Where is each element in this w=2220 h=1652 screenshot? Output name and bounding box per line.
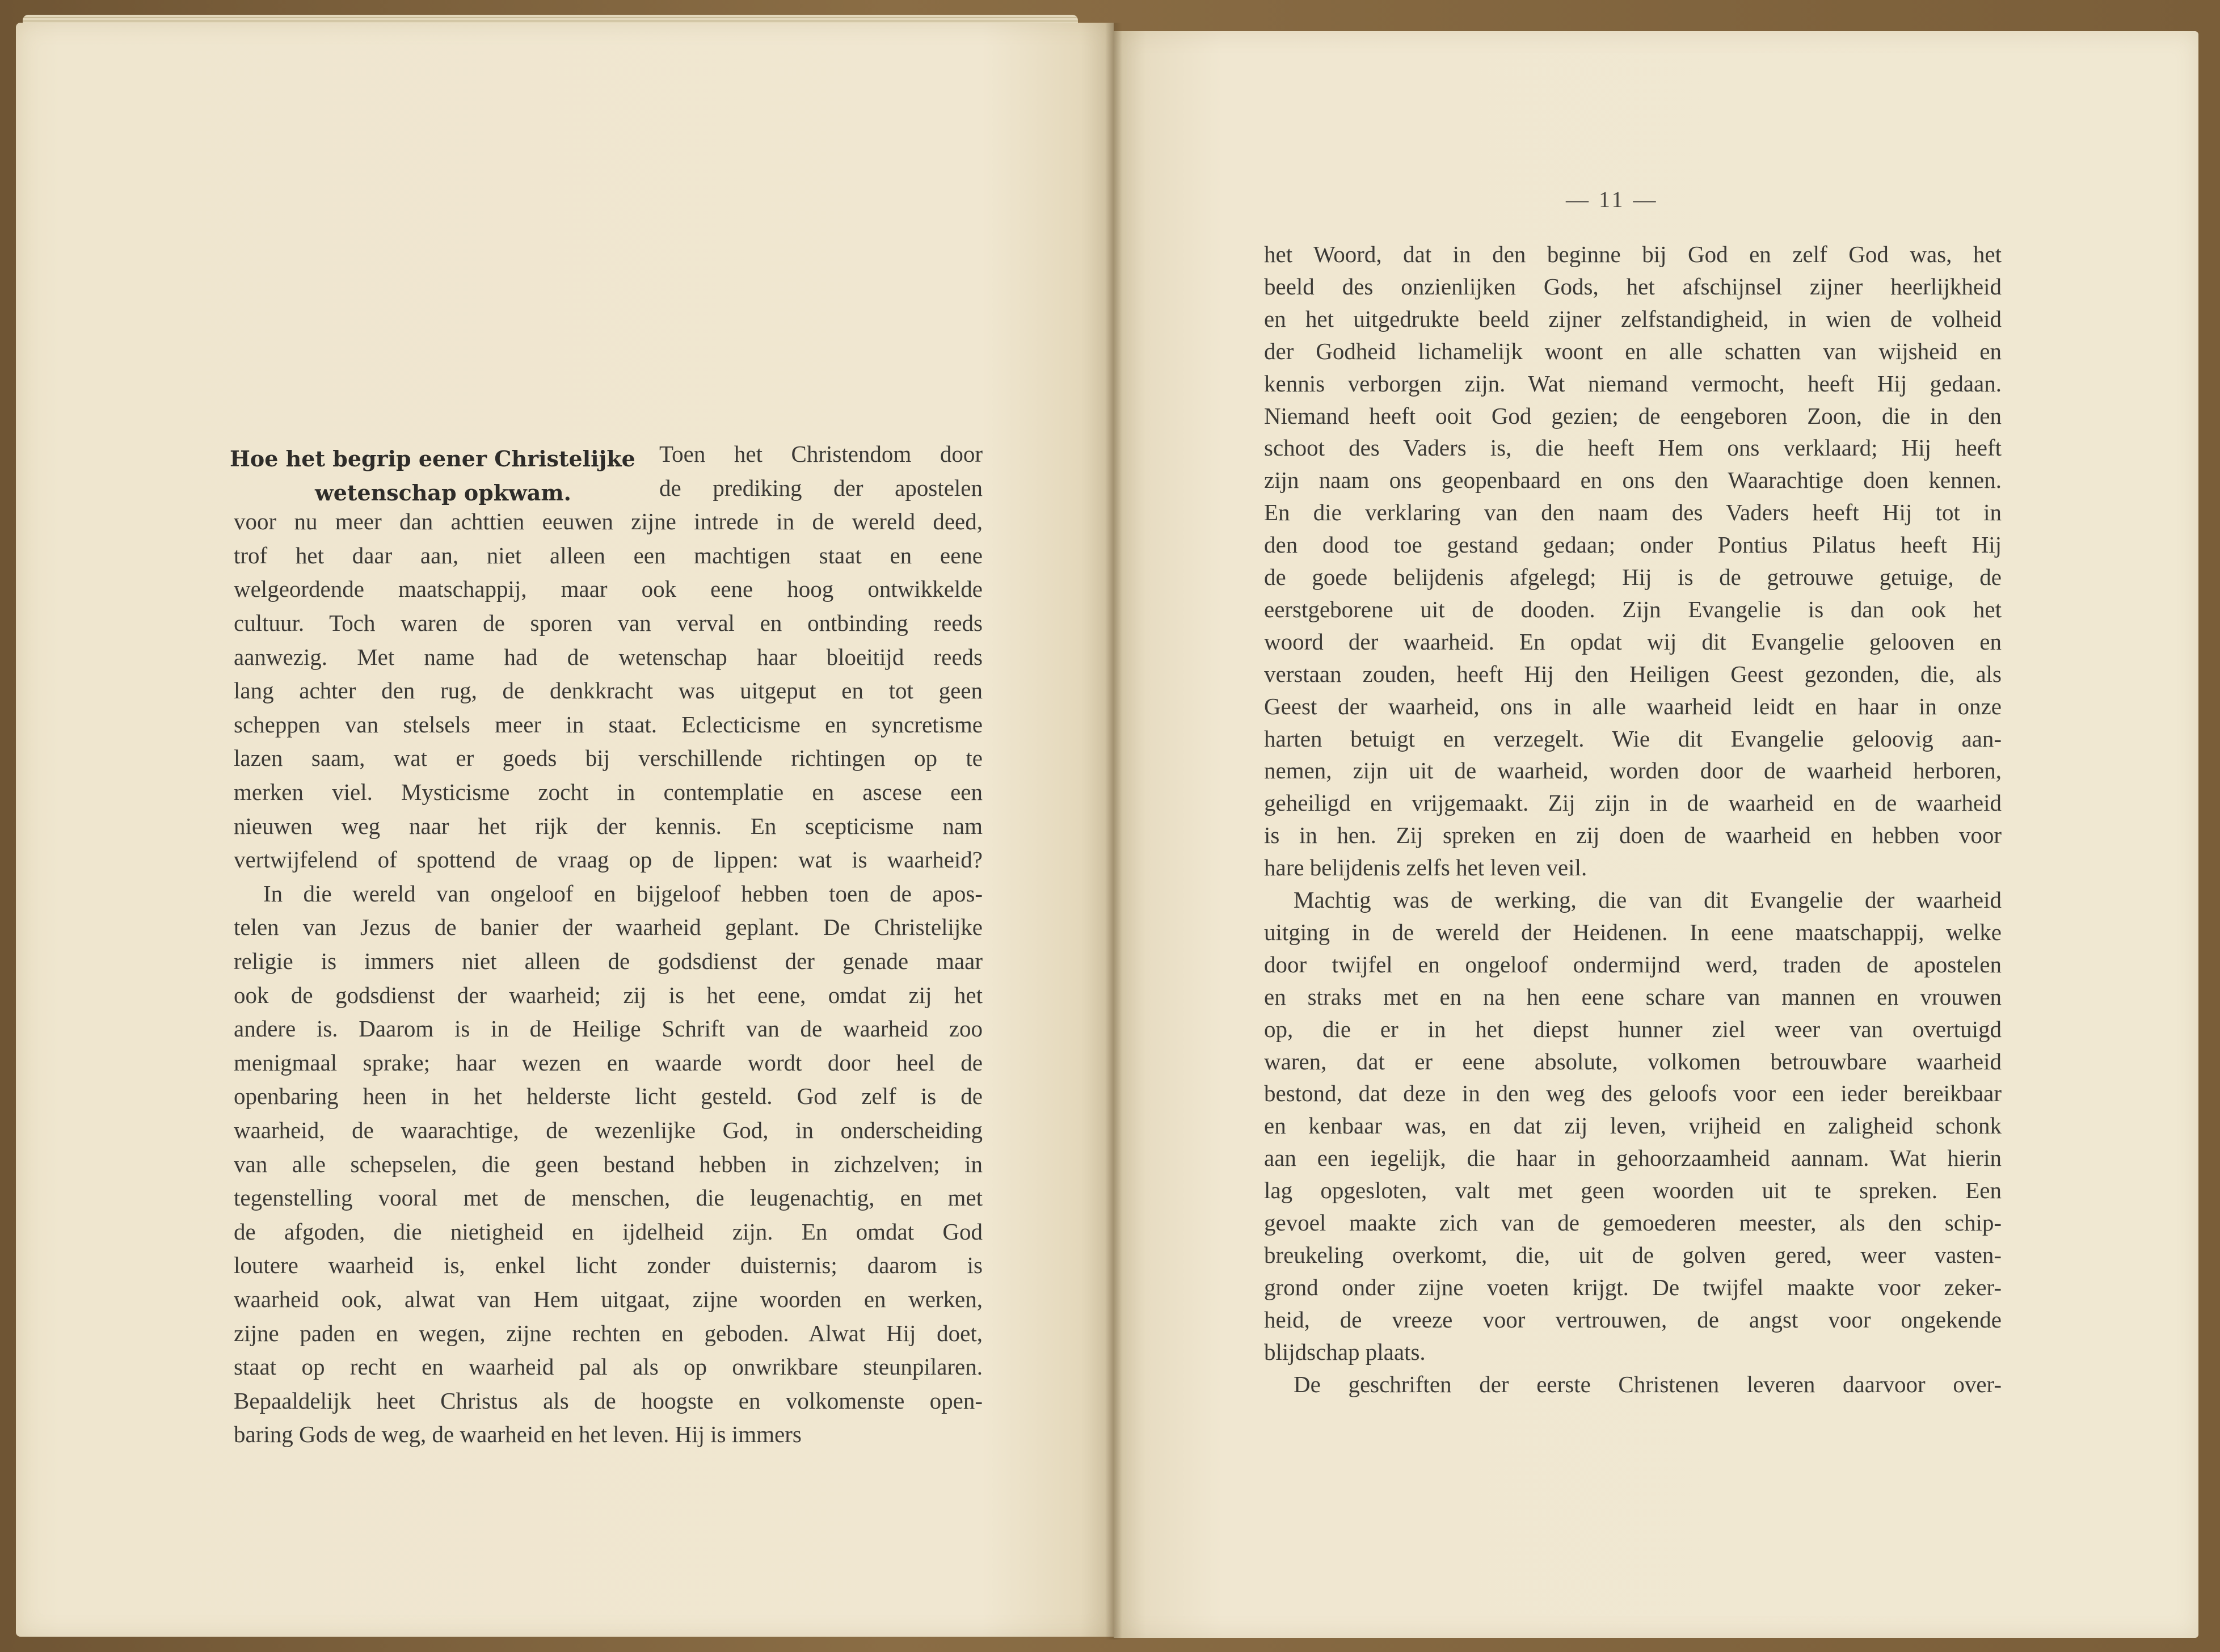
text-line: baring Gods de weg, de waarheid en het leven. Hij is immers	[234, 1421, 802, 1448]
text-line: tegenstelling vooral met de menschen, die leugenachtig, en met	[234, 1185, 983, 1211]
text-line: openbaring heen in het helderste licht gesteld. God zelf is de	[234, 1083, 983, 1110]
text-line: waren, dat er eene absolute, volkomen betrouwbare waarheid	[1264, 1048, 2002, 1074]
text-line: voor nu meer dan achttien eeuwen zijne intrede in de wereld deed,	[234, 508, 983, 535]
text-line: religie is immers niet alleen de godsdienst der genade maar	[234, 948, 983, 974]
text-line: waarheid ook, alwat van Hem uitgaat, zijne woorden en werken,	[234, 1286, 983, 1312]
text-line: der Godheid lichamelijk woont en alle schatten van wijsheid en	[1264, 338, 2002, 364]
marginal-heading-line-1: Hoe het begrip eener Christelijke	[230, 446, 635, 471]
text-line: de prediking der apostelen	[659, 474, 983, 501]
text-line: scheppen van stelsels meer in staat. Eclecticisme en syncretisme	[234, 711, 983, 738]
text-line: trof het daar aan, niet alleen een machtigen staat en eene	[234, 542, 983, 568]
text-line: De geschriften der eerste Christenen leveren daarvoor over-	[1294, 1371, 2002, 1397]
text-line: vertwijfelend of spottend de vraag op de lippen: wat is waarheid?	[234, 846, 983, 873]
text-line: hare belijdenis zelfs het leven veil.	[1264, 854, 1587, 881]
text-line: verstaan zouden, heeft Hij den Heiligen Geest gezonden, die, als	[1264, 660, 2002, 687]
text-line: Toen het Christendom door	[659, 441, 983, 467]
text-line: lag opgesloten, valt met geen woorden uit te spreken. Een	[1264, 1177, 2002, 1204]
text-line: lang achter den rug, de denkkracht was uitgeput en tot geen	[234, 677, 983, 704]
text-line: de afgoden, die nietigheid en ijdelheid zijn. En omdat God	[234, 1218, 983, 1245]
text-line: gevoel maakte zich van de gemoederen meester, als den schip-	[1264, 1210, 2002, 1236]
marginal-heading-line-2: wetenschap opkwam.	[315, 480, 571, 505]
text-line: aanwezig. Met name had de wetenschap haar bloeitijd reeds	[234, 643, 983, 670]
text-line: aan een iegelijk, die haar in gehoorzaamheid aannam. Wat hierin	[1264, 1145, 2002, 1171]
text-line: Bepaaldelijk heet Christus als de hoogste en volkomenste open-	[234, 1387, 983, 1414]
text-line: waarheid, de waarachtige, de wezenlijke God, in onderscheiding	[234, 1117, 983, 1143]
text-line: zijne paden en wegen, zijne rechten en geboden. Alwat Hij doet,	[234, 1320, 983, 1346]
text-line: eerstgeborene uit de dooden. Zijn Evangelie is dan ook het	[1264, 596, 2002, 622]
text-line: andere is. Daarom is in de Heilige Schrift van de waarheid zoo	[234, 1015, 983, 1042]
text-line: harten betuigt en verzegelt. Wie dit Evangelie geloovig aan-	[1264, 725, 2002, 752]
text-line: kennis verborgen zijn. Wat niemand vermocht, heeft Hij gedaan.	[1264, 370, 2002, 397]
text-line: beeld des onzienlijken Gods, het afschijnsel zijner heerlijkheid	[1264, 273, 2002, 300]
text-line: het Woord, dat in den beginne bij God en zelf God was, het	[1264, 241, 2002, 267]
text-line: zijn naam ons geopenbaard en ons den Waarachtige doen kennen.	[1264, 467, 2002, 494]
text-line: ook de godsdienst der waarheid; zij is het eene, omdat zij het	[234, 981, 983, 1008]
text-line: merken viel. Mysticisme zocht in contemplatie en ascese een	[234, 779, 983, 805]
text-line: menigmaal sprake; haar wezen en waarde wordt door heel de	[234, 1049, 983, 1076]
text-line: en kenbaar was, en dat zij leven, vrijheid en zaligheid schonk	[1264, 1112, 2002, 1139]
text-line: schoot des Vaders is, die heeft Hem ons verklaard; Hij heeft	[1264, 435, 2002, 461]
text-line: heid, de vreeze voor vertrouwen, de angst voor ongekende	[1264, 1306, 2002, 1333]
text-line: den dood toe gestand gedaan; onder Pontius Pilatus heeft Hij	[1264, 532, 2002, 558]
text-line: geheiligd en vrijgemaakt. Zij zijn in de waarheid en de waarheid	[1264, 790, 2002, 816]
text-line: loutere waarheid is, enkel licht zonder duisternis; daarom is	[234, 1252, 983, 1279]
text-line: telen van Jezus de banier der waarheid geplant. De Christelijke	[234, 914, 983, 941]
text-line: lazen saam, wat er goeds bij verschillende richtingen op te	[234, 745, 983, 772]
text-line: blijdschap plaats.	[1264, 1338, 1426, 1365]
text-line: grond onder zijne voeten krijgt. De twijfel maakte voor zeker-	[1264, 1274, 2002, 1300]
text-line: welgeordende maatschappij, maar ook eene hoog ontwikkelde	[234, 576, 983, 602]
right-page-body	[1264, 243, 2002, 1423]
text-line: nieuwen weg naar het rijk der kennis. En scepticisme nam	[234, 812, 983, 839]
text-line: door twijfel en ongeloof ondermijnd werd, traden de apostelen	[1264, 951, 2002, 977]
text-line: staat op recht en waarheid pal als op onwrikbare steunpilaren.	[234, 1354, 983, 1380]
text-line: en straks met en na hen eene schare van mannen en vrouwen	[1264, 983, 2002, 1010]
text-line: En die verklaring van den naam des Vaders heeft Hij tot in	[1264, 499, 2002, 526]
text-line: cultuur. Toch waren de sporen van verval en ontbinding reeds	[234, 610, 983, 636]
text-line: In die wereld van ongeloof en bijgeloof hebben toen de apos-	[263, 880, 983, 907]
text-line: nemen, zijn uit de waarheid, worden door de waarheid herboren,	[1264, 757, 2002, 784]
text-line: woord der waarheid. En opdat wij dit Evangelie gelooven en	[1264, 628, 2002, 655]
text-line: bestond, dat deze in den weg des geloofs voor een ieder bereikbaar	[1264, 1080, 2002, 1107]
text-line: op, die er in het diepst hunner ziel weer van overtuigd	[1264, 1015, 2002, 1042]
text-line: breukeling overkomt, die, uit de golven gered, weer vasten-	[1264, 1241, 2002, 1268]
text-line: Machtig was de werking, die van dit Evangelie der waarheid	[1294, 887, 2002, 913]
text-line: is in hen. Zij spreken en zij doen de waarheid en hebben voor	[1264, 822, 2002, 849]
book-gutter	[1105, 23, 1122, 1640]
text-line: Geest der waarheid, ons in alle waarheid leidt en haar in onze	[1264, 693, 2002, 719]
text-line: Niemand heeft ooit God gezien; de eengeboren Zoon, die in den	[1264, 402, 2002, 429]
text-line: uitging in de wereld der Heidenen. In eene maatschappij, welke	[1264, 918, 2002, 945]
text-line: en het uitgedrukte beeld zijner zelfstandigheid, in wien de volheid	[1264, 305, 2002, 332]
text-line: de goede belijdenis afgelegd; Hij is de getrouwe getuige, de	[1264, 564, 2002, 590]
left-page-body	[234, 441, 983, 1448]
text-line: van alle schepselen, die geen bestand hebben in zichzelven; in	[234, 1150, 983, 1177]
page-number: — 11 —	[1566, 187, 1658, 212]
